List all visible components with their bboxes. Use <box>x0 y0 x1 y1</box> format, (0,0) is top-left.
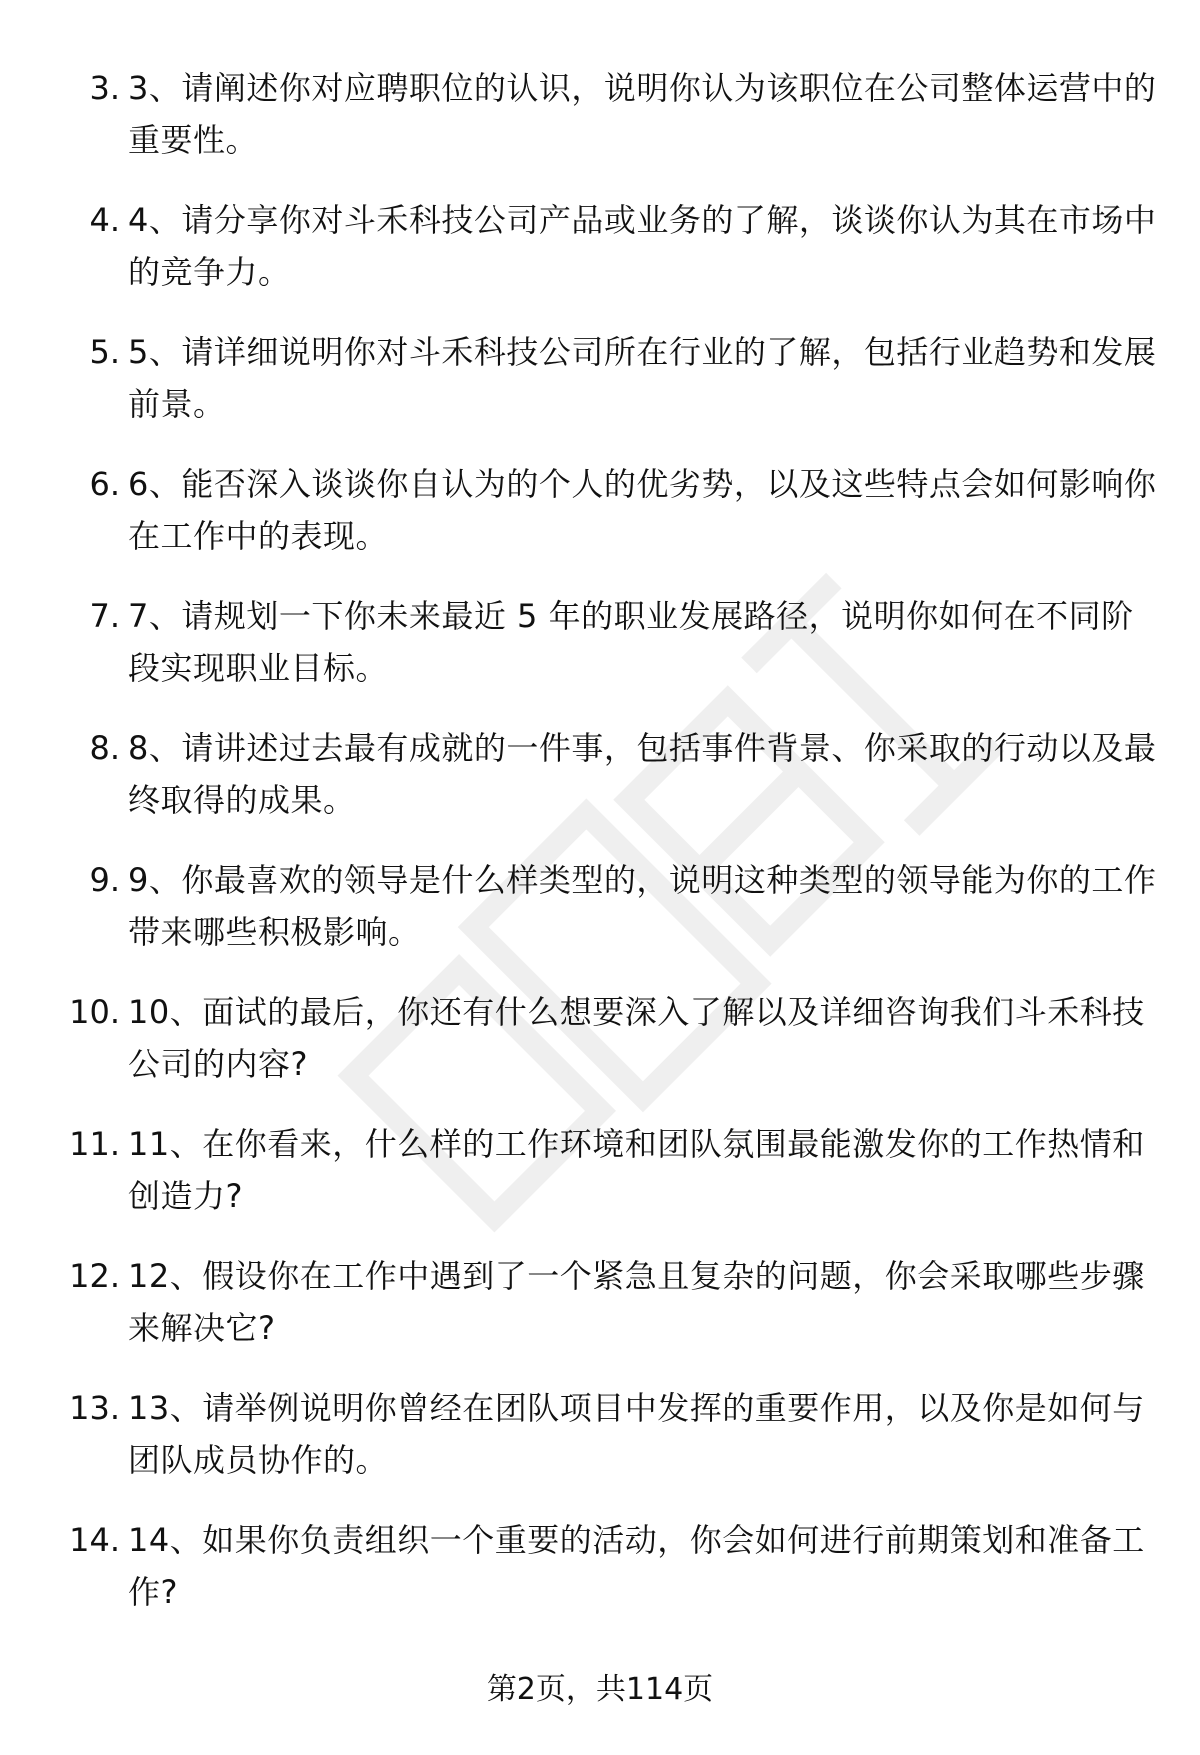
question-text: 6、能否深入谈谈你自认为的个人的优劣势，以及这些特点会如何影响你在工作中的表现。 <box>128 465 1157 555</box>
question-text: 13、请举例说明你曾经在团队项目中发挥的重要作用，以及你是如何与团队成员协作的。 <box>128 1389 1145 1479</box>
question-text: 9、你最喜欢的领导是什么样类型的，说明这种类型的领导能为你的工作带来哪些积极影响。 <box>128 861 1157 951</box>
question-item <box>0 62 1200 194</box>
question-item <box>0 458 1200 590</box>
question-item <box>0 590 1200 722</box>
question-text: 7、请规划一下你未来最近 5 年的职业发展路径，说明你如何在不同阶段实现职业目标。 <box>128 597 1134 687</box>
question-text: 11、在你看来，什么样的工作环境和团队氛围最能激发你的工作热情和创造力? <box>128 1125 1145 1215</box>
question-item <box>0 326 1200 458</box>
question-number: 7. <box>89 597 120 635</box>
question-item <box>0 986 1200 1118</box>
page-number-footer: 第2页，共114页 <box>486 1672 714 1707</box>
question-number: 8. <box>89 729 120 767</box>
question-item <box>0 1118 1200 1250</box>
question-item <box>0 722 1200 854</box>
question-number: 12. <box>69 1257 120 1295</box>
question-text: 14、如果你负责组织一个重要的活动，你会如何进行前期策划和准备工作? <box>128 1521 1145 1611</box>
question-text: 5、请详细说明你对斗禾科技公司所在行业的了解，包括行业趋势和发展前景。 <box>128 333 1157 423</box>
question-item <box>0 194 1200 326</box>
question-text: 4、请分享你对斗禾科技公司产品或业务的了解，谈谈你认为其在市场中的竞争力。 <box>128 201 1157 291</box>
question-item <box>0 1514 1200 1646</box>
question-text: 8、请讲述过去最有成就的一件事，包括事件背景、你采取的行动以及最终取得的成果。 <box>128 729 1157 819</box>
question-text: 10、面试的最后，你还有什么想要深入了解以及详细咨询我们斗禾科技公司的内容? <box>128 993 1145 1083</box>
question-number: 9. <box>89 861 120 899</box>
question-item <box>0 1250 1200 1382</box>
question-number: 13. <box>69 1389 120 1427</box>
question-number: 14. <box>69 1521 120 1559</box>
question-text: 3、请阐述你对应聘职位的认识，说明你认为该职位在公司整体运营中的重要性。 <box>128 69 1157 159</box>
question-number: 6. <box>89 465 120 503</box>
question-number: 4. <box>89 201 120 239</box>
question-text: 12、假设你在工作中遇到了一个紧急且复杂的问题，你会采取哪些步骤来解决它? <box>128 1257 1145 1347</box>
question-number: 5. <box>89 333 120 371</box>
question-number: 3. <box>89 69 120 107</box>
question-item <box>0 1382 1200 1514</box>
question-number: 10. <box>69 993 120 1031</box>
question-list <box>0 62 1200 1646</box>
question-number: 11. <box>69 1125 120 1163</box>
question-item <box>0 854 1200 986</box>
